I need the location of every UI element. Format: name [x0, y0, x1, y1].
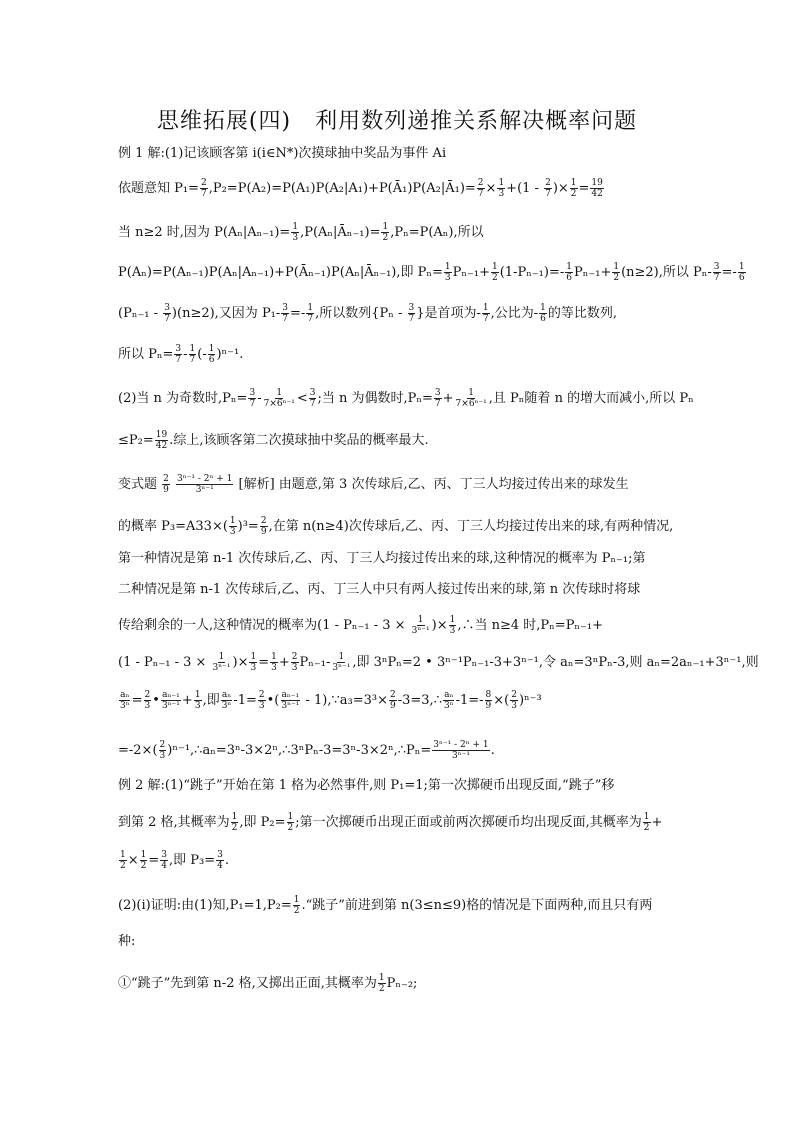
fraction	[229, 516, 237, 537]
text-segment: )×	[552, 181, 569, 196]
fraction	[208, 344, 216, 365]
fraction-denominator: 4	[161, 861, 168, 871]
text-segment: 第一种情况是第 n-1 次传球后,乙、丙、丁三人均接过传出来的球,这种情况的概率为 Pₙ₋₁;第	[118, 551, 646, 566]
fraction-denominator: 3	[291, 663, 298, 673]
fraction-numerator: 2	[144, 690, 151, 700]
fraction	[221, 690, 233, 711]
text-line	[118, 550, 678, 568]
fraction-numerator: 1	[570, 178, 577, 188]
text-line	[118, 973, 678, 994]
fraction-denominator: 2	[378, 984, 385, 994]
fraction-denominator: 42	[155, 441, 168, 451]
fraction	[281, 303, 289, 324]
text-segment: (1-Pₙ₋₁)=-	[499, 265, 565, 280]
fraction	[570, 178, 578, 199]
fraction-numerator: 1	[482, 303, 489, 313]
fraction-denominator: 2	[570, 189, 577, 199]
text-segment: •	[152, 693, 160, 708]
fraction-numerator: 1	[738, 262, 745, 272]
text-segment: <	[296, 391, 308, 406]
text-segment: ;第一次掷硬币出现正面或前两次掷硬币均出现反面,其概率为	[295, 815, 642, 830]
fraction-numerator: 3	[175, 344, 182, 354]
text-segment: [解析] 由题意,第 3 次传球后,乙、丙、丁三人均接过传出来的球发生	[234, 477, 629, 492]
fraction	[612, 262, 620, 283]
fraction-numerator: 1	[540, 303, 546, 313]
fraction-denominator: 7×6ⁿ⁻¹	[455, 399, 487, 409]
fraction-denominator: 3ⁿ⁻¹	[411, 626, 430, 636]
text-segment: .综上,该顾客第二次摸球抽中奖品的概率最大.	[169, 433, 429, 448]
fraction	[119, 690, 131, 711]
text-segment: )ⁿ⁻³	[518, 693, 542, 708]
fraction-denominator: 3	[292, 233, 299, 243]
text-segment: .	[490, 743, 495, 758]
fraction-numerator: 1	[378, 973, 385, 983]
fraction-denominator: 2	[491, 273, 498, 283]
fraction	[270, 652, 278, 673]
fraction-numerator: 3	[713, 262, 720, 272]
fraction	[293, 895, 301, 916]
fraction-denominator: 7	[477, 189, 484, 199]
text-segment: Pₙ₋₁+	[452, 265, 490, 280]
fraction-denominator: 7	[408, 314, 415, 324]
fraction-numerator: aₙ₋₁	[281, 690, 300, 700]
fraction	[258, 690, 266, 711]
text-segment: ;当 n 为偶数时,Pₙ=	[317, 391, 433, 406]
fraction-numerator: 2	[545, 178, 551, 188]
fraction-denominator: 3	[250, 663, 257, 673]
fraction	[155, 430, 168, 451]
fraction	[449, 615, 457, 636]
fraction-denominator: 42	[591, 189, 603, 199]
fraction-numerator: 1	[444, 262, 451, 272]
fraction-denominator: 6	[540, 314, 546, 324]
text-segment: 例 1 解:(1)记该顾客第 i(i∈N*)次摸球抽中奖品为事件 A	[118, 146, 442, 161]
text-segment: -	[183, 347, 188, 362]
text-line	[118, 344, 678, 365]
fraction-denominator: 7	[713, 273, 720, 283]
fraction	[249, 652, 257, 673]
text-line	[118, 777, 678, 795]
text-segment: ,即 P₃=	[169, 853, 216, 868]
fraction-denominator: 2	[382, 233, 389, 243]
fraction-denominator: 2	[140, 861, 147, 871]
fraction-numerator: 2	[159, 740, 166, 750]
fraction-denominator: 7	[249, 399, 256, 409]
text-line	[118, 262, 745, 283]
text-segment: +	[181, 693, 193, 708]
fraction-denominator: 9	[163, 485, 169, 495]
text-segment: )×	[232, 655, 249, 670]
fraction-numerator: 1	[208, 344, 215, 354]
text-line	[118, 474, 678, 495]
text-segment: i	[441, 146, 447, 161]
fraction-numerator: 2	[477, 178, 484, 188]
text-line	[118, 895, 678, 916]
text-segment: )×	[431, 618, 448, 633]
fraction	[411, 615, 431, 636]
fraction	[389, 690, 397, 711]
fraction-numerator: aₙ₋₁	[162, 690, 180, 700]
text-segment: -	[257, 391, 262, 406]
fraction-numerator: 1	[231, 812, 238, 822]
fraction	[713, 262, 721, 283]
fraction-numerator: 3	[434, 388, 441, 398]
text-segment: ,所以数列{Pₙ -	[315, 306, 407, 321]
fraction	[194, 690, 202, 711]
fraction-numerator: 1	[498, 178, 505, 188]
fraction-denominator: 3	[144, 701, 151, 711]
fraction	[140, 850, 148, 871]
text-segment: 3	[195, 519, 204, 534]
fraction	[378, 973, 386, 994]
text-segment: ,P₂=P(A₂)=P(A₁)P(A₂|A₁)+P(Ā₁)P(A₂|Ā₁)=	[208, 181, 476, 196]
text-segment: ,公比为-	[490, 306, 539, 321]
text-segment: =-	[290, 306, 306, 321]
text-segment: +	[442, 391, 454, 406]
text-segment: )(n≥2),又因为 P₁-	[171, 306, 281, 321]
fraction-denominator: 7	[200, 189, 207, 199]
fraction-denominator: 7	[309, 399, 316, 409]
text-segment: .	[224, 853, 230, 868]
text-line	[118, 850, 678, 871]
fraction-denominator: 3	[271, 663, 277, 673]
fraction	[291, 222, 299, 243]
text-segment: ,Pₙ=P(Aₙ),所以	[390, 225, 484, 240]
text-line	[118, 222, 678, 243]
fraction-numerator: 3	[282, 303, 289, 313]
fraction-numerator: 1	[449, 615, 456, 625]
fraction-numerator: 3	[217, 850, 223, 860]
text-segment: 当 n≥2 时,因为 P(Aₙ|Aₙ₋₁)=	[118, 225, 291, 240]
fraction-denominator: 3ⁿ⁻¹	[332, 663, 351, 673]
text-segment: ①“跳子”先到第 n-2 格,又掷出正面,其概率为	[118, 976, 377, 991]
fraction	[119, 850, 127, 871]
fraction	[381, 222, 389, 243]
fraction-denominator: 3ⁿ⁻¹	[212, 663, 231, 673]
text-segment: ,∴当 n≥4 时,Pₙ=Pₙ₋₁+	[457, 618, 604, 633]
fraction-denominator: 7	[175, 355, 182, 365]
text-segment: ,即	[202, 693, 220, 708]
fraction-numerator: 2	[260, 516, 267, 526]
text-segment: 3	[203, 519, 212, 534]
text-segment: P(Aₙ)=P(Aₙ₋₁)P(Aₙ|Aₙ₋₁)+P(Āₙ₋₁)P(Aₙ|Āₙ₋₁),即 Pₙ=	[118, 265, 443, 280]
fraction-numerator: 2	[390, 690, 396, 700]
fraction-numerator: 1	[194, 690, 201, 700]
fraction-numerator: 3	[161, 850, 168, 860]
fraction	[163, 303, 171, 324]
text-segment: (Pₙ₋₁ -	[118, 306, 163, 321]
fraction-denominator: 9	[390, 701, 396, 711]
fraction	[144, 690, 152, 711]
fraction	[485, 690, 493, 711]
fraction-denominator: 7	[164, 314, 170, 324]
fraction-denominator: 6	[738, 273, 745, 283]
text-segment: }是首项为-	[416, 306, 481, 321]
text-segment: 种:	[118, 934, 136, 949]
text-segment: (n≥2),所以 Pₙ-	[621, 265, 712, 280]
fraction-numerator: 1	[250, 652, 257, 662]
fraction-numerator: 1	[417, 615, 424, 625]
text-segment: 二种情况是第 n-1 次传球后,乙、丙、丁三人中只有两人接过传出来的球,第 n 次传球时将球	[118, 582, 641, 597]
fraction-numerator: 1	[140, 850, 147, 860]
fraction-denominator: 4	[217, 861, 223, 871]
text-line	[118, 145, 678, 163]
fraction-numerator: 1	[491, 262, 498, 272]
fraction	[291, 652, 299, 673]
fraction	[216, 850, 224, 871]
fraction-denominator: 3	[449, 626, 456, 636]
fraction-numerator: 2	[200, 178, 207, 188]
text-line	[118, 933, 678, 951]
text-segment: ×(	[493, 693, 510, 708]
fraction	[231, 812, 239, 833]
fraction-denominator: 3	[511, 701, 517, 711]
text-segment: =	[131, 693, 143, 708]
fraction	[482, 303, 490, 324]
text-segment: ,P(Aₙ|Āₙ₋₁)=	[300, 225, 381, 240]
fraction-numerator: 3	[309, 388, 316, 398]
fraction-denominator: 3	[159, 751, 166, 761]
fraction-numerator: 1	[468, 388, 475, 398]
text-segment: ,即 3ⁿPₙ=2 • 3ⁿ⁻¹Pₙ₋₁-3+3ⁿ⁻¹,令 aₙ=3ⁿPₙ-3,则 aₙ=2aₙ₋₁+3ⁿ⁻¹,则	[352, 655, 759, 670]
fraction-numerator: 3ⁿ⁻¹ - 2ⁿ + 1	[177, 474, 233, 484]
fraction	[491, 262, 499, 283]
text-segment: ×(	[211, 519, 228, 534]
text-segment: =	[578, 181, 590, 196]
fraction-denominator: 3ⁿ⁻¹	[161, 701, 180, 711]
fraction-numerator: 1	[218, 652, 225, 662]
fraction	[539, 303, 547, 324]
text-segment: 的等比数列,	[547, 306, 618, 321]
fraction-denominator: 7	[482, 314, 489, 324]
text-segment: ,且 Pₙ随着 n 的增大而减小,所以 Pₙ	[488, 391, 694, 406]
text-line	[118, 303, 678, 324]
text-segment: 的概率 P₃=A	[118, 519, 196, 534]
text-segment: •(	[266, 693, 280, 708]
fraction	[309, 388, 317, 409]
fraction	[280, 690, 300, 711]
fraction-numerator: 1	[271, 652, 277, 662]
fraction-numerator: aₙ	[120, 690, 130, 700]
text-segment: =	[148, 853, 160, 868]
fraction-denominator: 7	[545, 189, 551, 199]
fraction-denominator: 6	[566, 273, 572, 283]
fraction	[510, 690, 518, 711]
fraction-numerator: 1	[338, 652, 345, 662]
text-segment: (2)(i)证明:由(1)知,P₁=1,P₂=	[118, 898, 292, 913]
fraction	[161, 690, 181, 711]
text-segment: Pₙ₋₂;	[386, 976, 418, 991]
text-segment: 传给剩余的一人,这种情况的概率为(1 - Pₙ₋₁ - 3 ×	[118, 618, 410, 633]
fraction-denominator: 3	[194, 701, 201, 711]
fraction	[212, 652, 232, 673]
text-segment: =-2×(	[118, 743, 158, 758]
text-line	[118, 652, 759, 673]
text-segment: )ⁿ⁻¹,∴aₙ=3ⁿ-3×2ⁿ,∴3ⁿPₙ-3=3ⁿ-3×2ⁿ,∴Pₙ=	[167, 743, 432, 758]
text-line	[118, 581, 678, 599]
fraction	[248, 388, 256, 409]
text-line	[118, 740, 678, 761]
fraction	[408, 303, 416, 324]
fraction-denominator: 2	[293, 906, 300, 916]
fraction-numerator: 1	[276, 388, 283, 398]
page-title: 思维拓展(四) 利用数列递推关系解决概率问题	[156, 109, 638, 134]
text-segment: ,即 P₂=	[239, 815, 286, 830]
fraction	[200, 178, 208, 199]
text-segment: Pₙ₋₁+	[574, 265, 612, 280]
fraction	[174, 344, 182, 365]
fraction	[565, 262, 573, 283]
text-segment: )³=	[237, 519, 259, 534]
fraction-denominator: 7×6ⁿ⁻¹	[263, 399, 295, 409]
fraction-denominator: 3	[229, 527, 236, 537]
fraction-denominator: 3ⁿ	[443, 701, 454, 711]
text-segment: 依题意知 P₁=	[118, 181, 199, 196]
text-segment: (-	[197, 347, 207, 362]
fraction	[260, 516, 268, 537]
fraction-numerator: 1	[566, 262, 572, 272]
fraction-denominator: 6	[208, 355, 215, 365]
fraction	[432, 740, 489, 761]
text-segment: (2)当 n 为奇数时,Pₙ=	[118, 391, 248, 406]
fraction	[176, 474, 233, 495]
fraction-numerator: 2	[258, 690, 265, 700]
fraction-numerator: 3	[164, 303, 170, 313]
text-segment: -1=	[233, 693, 257, 708]
text-line	[118, 178, 678, 199]
fraction-numerator: 1	[229, 516, 236, 526]
fraction-numerator: 8	[485, 690, 492, 700]
fraction-numerator: 1	[287, 812, 294, 822]
fraction-denominator: 3	[444, 273, 451, 283]
fraction	[287, 812, 295, 833]
fraction-numerator: 1	[293, 895, 300, 905]
fraction-numerator: 1	[120, 850, 126, 860]
fraction-numerator: aₙ	[221, 690, 232, 700]
text-segment: +(1 -	[506, 181, 544, 196]
text-segment	[171, 477, 175, 492]
text-segment: +	[651, 815, 663, 830]
text-line	[118, 516, 678, 537]
fraction	[444, 262, 452, 283]
fraction-numerator: 1	[613, 262, 620, 272]
fraction-numerator: 19	[155, 430, 168, 440]
fraction-numerator: 1	[189, 344, 196, 354]
fraction-numerator: aₙ	[444, 690, 454, 700]
text-segment: - 1),∵a₃=3³×	[301, 693, 388, 708]
text-segment: ≤P₂=	[118, 433, 154, 448]
fraction-numerator: 1	[382, 222, 389, 232]
fraction-denominator: 3	[258, 701, 265, 711]
text-segment: ,在第 n(n≥4)次传球后,乙、丙、丁三人均接过传出来的球,有两种情况,	[268, 519, 674, 534]
fraction-numerator: 2	[291, 652, 298, 662]
fraction	[306, 303, 314, 324]
text-line	[118, 690, 678, 711]
text-segment: -3=3,∴	[397, 693, 442, 708]
fraction	[497, 178, 505, 199]
text-segment: .“跳子”前进到第 n(3≤n≤9)格的情况是下面两种,而且只有两	[301, 898, 653, 913]
fraction	[189, 344, 197, 365]
fraction-denominator: 2	[643, 823, 650, 833]
fraction-denominator: 7	[434, 399, 441, 409]
fraction-denominator: 2	[231, 823, 238, 833]
fraction	[455, 388, 488, 409]
fraction-numerator: 2	[163, 474, 169, 484]
fraction-numerator: 1	[292, 222, 299, 232]
text-segment: +	[278, 655, 290, 670]
text-segment: -1=-	[455, 693, 484, 708]
fraction	[643, 812, 651, 833]
fraction-numerator: 3ⁿ⁻¹ - 2ⁿ + 1	[433, 740, 489, 750]
fraction-denominator: 2	[287, 823, 294, 833]
text-segment: ×	[485, 181, 497, 196]
fraction	[331, 652, 351, 673]
fraction	[160, 850, 168, 871]
text-segment: 例 2 解:(1)“跳子”开始在第 1 格为必然事件,则 P₁=1;第一次掷硬币出现反面,“跳子”移	[118, 778, 615, 793]
fraction	[590, 178, 603, 199]
fraction-denominator: 3ⁿ	[221, 701, 232, 711]
fraction-numerator: 1	[643, 812, 650, 822]
fraction-denominator: 9	[485, 701, 492, 711]
fraction-numerator: 3	[249, 388, 256, 398]
text-line	[118, 388, 694, 409]
fraction	[159, 740, 167, 761]
fraction-numerator: 19	[591, 178, 603, 188]
fraction-numerator: 3	[408, 303, 415, 313]
fraction-denominator: 9	[260, 527, 267, 537]
fraction-numerator: 1	[307, 303, 314, 313]
text-segment: 所以 Pₙ=	[118, 347, 174, 362]
fraction-denominator: 3ⁿ	[120, 701, 130, 711]
fraction	[162, 474, 170, 495]
text-line	[118, 615, 678, 636]
text-line	[118, 430, 678, 451]
text-segment: )ⁿ⁻¹.	[216, 347, 244, 362]
fraction-numerator: 2	[511, 690, 517, 700]
text-line	[118, 812, 678, 833]
text-segment: =	[258, 655, 270, 670]
fraction	[477, 178, 485, 199]
fraction-denominator: 7	[189, 355, 196, 365]
fraction-denominator: 2	[120, 861, 126, 871]
fraction	[263, 388, 296, 409]
fraction	[434, 388, 442, 409]
fraction-denominator: 3ⁿ⁻¹	[451, 751, 470, 761]
fraction-denominator: 3ⁿ⁻¹	[195, 485, 214, 495]
fraction-denominator: 3ⁿ⁻¹	[281, 701, 300, 711]
fraction	[544, 178, 552, 199]
fraction-denominator: 2	[613, 273, 620, 283]
fraction-denominator: 3	[498, 189, 505, 199]
fraction	[738, 262, 746, 283]
text-segment: ×	[127, 853, 139, 868]
fraction-denominator: 7	[282, 314, 289, 324]
text-segment: 到第 2 格,其概率为	[118, 815, 230, 830]
text-segment: 变式题	[118, 477, 162, 492]
text-segment: (1 - Pₙ₋₁ - 3 ×	[118, 655, 211, 670]
fraction-denominator: 7	[307, 314, 314, 324]
text-segment: =-	[721, 265, 737, 280]
fraction	[443, 690, 455, 711]
text-segment: Pₙ₋₁-	[299, 655, 331, 670]
